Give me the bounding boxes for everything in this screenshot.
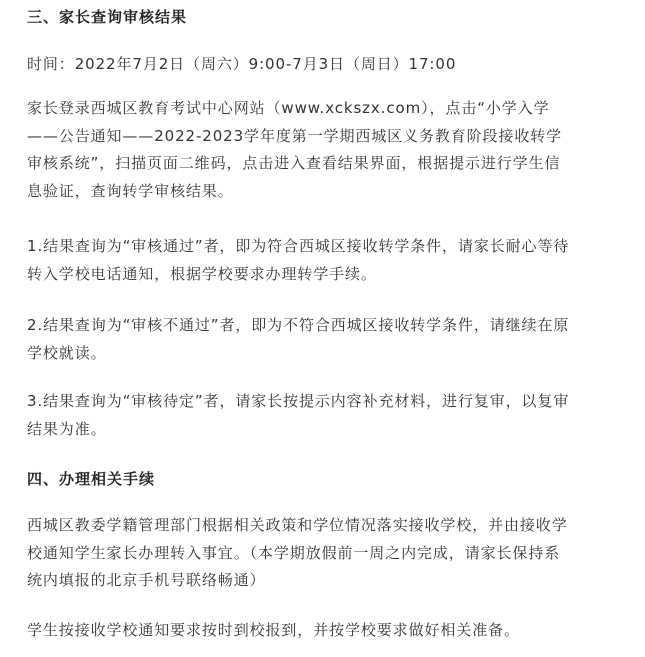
transfer-procedures <box>27 512 637 595</box>
query-instructions <box>27 95 637 205</box>
report-to-school <box>27 617 637 645</box>
query-time <box>27 51 637 79</box>
section-3-title: 三、家长查询审核结果 <box>27 8 188 26</box>
result-approved <box>27 233 637 288</box>
section-4-title: 四、办理相关手续 <box>27 470 156 488</box>
transfer-procedures-line: 西城区教委学籍管理部门根据相关政策和学位情况落实接收学校，并由接收学 <box>27 516 568 534</box>
transfer-procedures-line: 统内填报的北京手机号联络畅通） <box>27 571 266 589</box>
query-instructions-line: 审核系统”，扫描页面二维码，点击进入查看结果界面，根据提示进行学生信 <box>27 154 561 172</box>
query-time-text: 时间：2022年7月2日（周六）9:00-7月3日（周日）17:00 <box>27 55 457 73</box>
result-rejected-line: 2.结果查询为“审核不通过”者，即为不符合西城区接收转学条件，请继续在原 <box>27 316 570 334</box>
query-instructions-line: 家长登录西城区教育考试中心网站（www.xckszx.com），点击“小学入学 <box>27 99 550 117</box>
query-instructions-line: 息验证，查询转学审核结果。 <box>27 181 234 200</box>
result-rejected <box>27 312 637 367</box>
result-pending-line: 3.结果查询为“审核待定”者，请家长按提示内容补充材料，进行复审，以复审 <box>27 392 570 410</box>
transfer-procedures-line: 校通知学生家长办理转入事宜。（本学期放假前一周之内完成，请家长保持系 <box>27 543 561 562</box>
report-to-school-text: 学生按接收学校通知要求按时到校报到，并按学校要求做好相关准备。 <box>27 621 520 639</box>
result-pending <box>27 388 637 443</box>
result-approved-line: 1.结果查询为“审核通过”者，即为符合西城区接收转学条件，请家长耐心等待 <box>27 237 570 255</box>
result-rejected-line: 学校就读。 <box>27 343 107 362</box>
query-instructions-line: ——公告通知——2022-2023学年度第一学期西城区义务教育阶段接收转学 <box>27 126 563 145</box>
result-approved-line: 转入学校电话通知，根据学校要求办理转学手续。 <box>27 264 377 283</box>
result-pending-line: 结果为准。 <box>27 419 107 438</box>
